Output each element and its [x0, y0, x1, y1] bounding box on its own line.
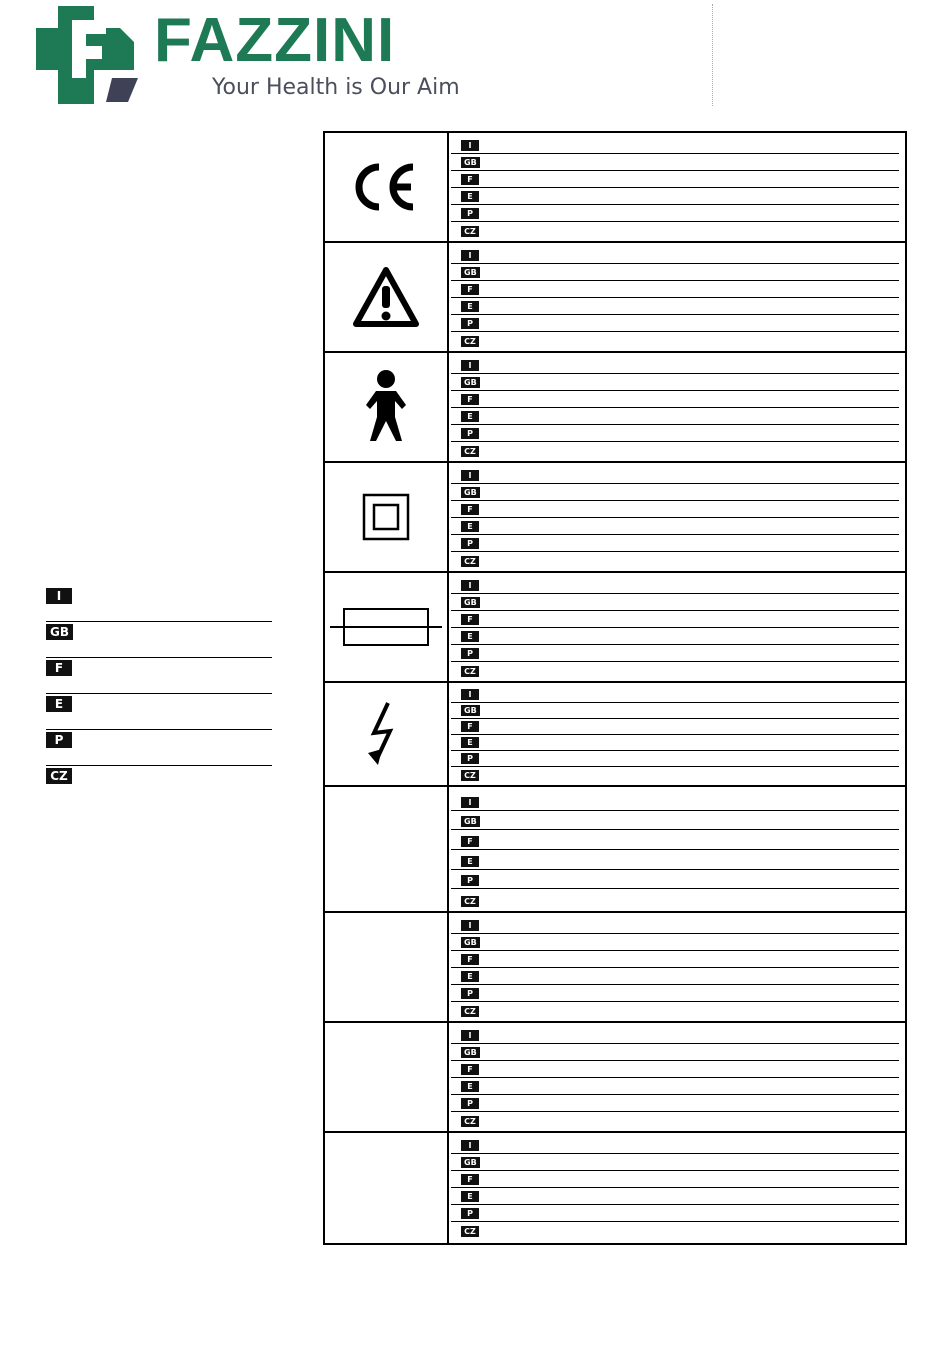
language-badge: GB: [461, 705, 480, 716]
language-badge: GB: [461, 1157, 480, 1168]
language-row: [451, 735, 899, 751]
language-badge: P: [461, 1098, 479, 1109]
language-row: [451, 552, 899, 569]
language-row: [451, 484, 899, 501]
language-badge: CZ: [461, 336, 479, 347]
language-badge: F: [461, 954, 479, 965]
language-row: [451, 850, 899, 870]
language-badge: E: [461, 856, 479, 867]
language-badge: E: [46, 696, 72, 712]
language-row: [451, 205, 899, 222]
legend-row: [46, 694, 272, 730]
symbol-section: [325, 1133, 905, 1243]
language-badge: F: [461, 1064, 479, 1075]
symbol-cell: [325, 683, 449, 785]
language-badge: I: [461, 920, 479, 931]
symbol-cell: [325, 243, 449, 351]
language-badge: F: [461, 836, 479, 847]
language-rows: [451, 1027, 899, 1129]
language-badge: E: [461, 191, 479, 202]
language-row: [451, 1027, 899, 1044]
language-badge: I: [461, 1030, 479, 1041]
language-badge: CZ: [461, 666, 479, 677]
language-badge: GB: [461, 816, 480, 827]
language-row: [451, 719, 899, 735]
language-badge: E: [461, 521, 479, 532]
language-badge: CZ: [461, 770, 479, 781]
language-row: [451, 1205, 899, 1222]
language-badge: F: [461, 284, 479, 295]
symbol-section: [325, 463, 905, 573]
symbol-section: [325, 243, 905, 353]
language-badge: I: [461, 1140, 479, 1151]
symbol-section: [325, 1023, 905, 1133]
symbol-cell: [325, 787, 449, 911]
language-row: [451, 917, 899, 934]
symbol-section: [325, 913, 905, 1023]
language-badge: GB: [461, 487, 480, 498]
language-row: [451, 703, 899, 719]
language-badge: E: [461, 1191, 479, 1202]
language-badge: E: [461, 631, 479, 642]
language-legend: [46, 586, 272, 801]
language-row: [451, 1171, 899, 1188]
language-row: [451, 264, 899, 281]
language-badge: E: [461, 1081, 479, 1092]
language-row: [451, 501, 899, 518]
language-badge: I: [461, 140, 479, 151]
language-badge: CZ: [46, 768, 72, 784]
language-row: [451, 577, 899, 594]
symbol-section: [325, 683, 905, 787]
legend-row: [46, 622, 272, 658]
language-row: [451, 1078, 899, 1095]
language-badge: E: [461, 411, 479, 422]
language-row: [451, 870, 899, 890]
language-badge: GB: [461, 1047, 480, 1058]
language-badge: CZ: [461, 556, 479, 567]
language-row: [451, 968, 899, 985]
symbol-cell: [325, 1023, 449, 1131]
language-row: [451, 535, 899, 552]
language-badge: F: [461, 614, 479, 625]
language-badge: GB: [461, 937, 480, 948]
language-row: [451, 1188, 899, 1205]
language-badge: GB: [461, 157, 480, 168]
symbol-section: [325, 787, 905, 913]
symbol-cell: [325, 353, 449, 461]
language-row: [451, 611, 899, 628]
language-row: [451, 767, 899, 783]
language-rows: [451, 577, 899, 679]
language-row: [451, 442, 899, 459]
language-badge: P: [461, 208, 479, 219]
language-row: [451, 594, 899, 611]
language-row: [451, 662, 899, 679]
language-row: [451, 518, 899, 535]
symbol-table: [323, 131, 907, 1245]
language-row: [451, 1137, 899, 1154]
language-row: [451, 154, 899, 171]
language-badge: E: [461, 971, 479, 982]
language-badge: F: [461, 1174, 479, 1185]
language-badge: GB: [461, 267, 480, 278]
language-row: [451, 391, 899, 408]
brand-name: FAZZINI: [154, 6, 396, 75]
language-row: [451, 374, 899, 391]
legend-row: [46, 766, 272, 801]
language-rows: [451, 687, 899, 783]
language-row: [451, 425, 899, 442]
header-divider: [712, 4, 713, 106]
language-rows: [451, 1137, 899, 1241]
brand-tagline: Your Health is Our Aim: [212, 75, 460, 100]
language-row: [451, 357, 899, 374]
language-badge: I: [461, 797, 479, 808]
language-row: [451, 811, 899, 831]
language-badge: I: [461, 689, 479, 700]
language-badge: F: [46, 660, 72, 676]
language-row: [451, 1044, 899, 1061]
language-row: [451, 188, 899, 205]
language-row: [451, 830, 899, 850]
language-badge: P: [461, 538, 479, 549]
language-rows: [451, 917, 899, 1019]
language-row: [451, 934, 899, 951]
language-rows: [451, 791, 899, 909]
language-row: [451, 951, 899, 968]
language-badge: I: [46, 588, 72, 604]
language-rows: [451, 247, 899, 349]
language-row: [451, 1061, 899, 1078]
language-badge: F: [461, 174, 479, 185]
language-row: [451, 1002, 899, 1019]
language-badge: CZ: [461, 226, 479, 237]
language-row: [451, 687, 899, 703]
symbol-cell: [325, 913, 449, 1021]
language-row: [451, 408, 899, 425]
language-badge: F: [461, 394, 479, 405]
language-row: [451, 137, 899, 154]
symbol-cell: [325, 573, 449, 681]
language-badge: I: [461, 250, 479, 261]
language-row: [451, 889, 899, 909]
language-badge: CZ: [461, 896, 479, 907]
symbol-section: [325, 573, 905, 683]
language-row: [451, 281, 899, 298]
language-badge: CZ: [461, 1116, 479, 1127]
language-badge: F: [461, 721, 479, 732]
language-row: [451, 645, 899, 662]
language-badge: P: [46, 732, 72, 748]
language-row: [451, 985, 899, 1002]
language-rows: [451, 357, 899, 459]
symbol-cell: [325, 1133, 449, 1243]
symbol-section: [325, 353, 905, 463]
language-badge: P: [461, 1208, 479, 1219]
language-row: [451, 1095, 899, 1112]
symbol-cell: [325, 463, 449, 571]
legend-row: [46, 730, 272, 766]
language-row: [451, 298, 899, 315]
language-badge: P: [461, 318, 479, 329]
language-row: [451, 1112, 899, 1129]
language-row: [451, 751, 899, 767]
language-row: [451, 247, 899, 264]
language-row: [451, 467, 899, 484]
language-badge: P: [461, 988, 479, 999]
language-badge: CZ: [461, 1006, 479, 1017]
legend-row: [46, 586, 272, 622]
symbol-cell: [325, 133, 449, 241]
language-badge: CZ: [461, 446, 479, 457]
language-row: [451, 1154, 899, 1171]
language-row: [451, 1222, 899, 1239]
language-badge: E: [461, 737, 479, 748]
language-badge: E: [461, 301, 479, 312]
language-row: [451, 222, 899, 239]
language-row: [451, 315, 899, 332]
language-badge: GB: [46, 624, 73, 640]
language-badge: I: [461, 470, 479, 481]
symbol-section: [325, 133, 905, 243]
language-badge: P: [461, 428, 479, 439]
language-row: [451, 791, 899, 811]
language-rows: [451, 137, 899, 239]
language-rows: [451, 467, 899, 569]
language-badge: F: [461, 504, 479, 515]
language-badge: CZ: [461, 1226, 479, 1237]
language-badge: P: [461, 648, 479, 659]
fazzini-logo-icon: [36, 6, 138, 104]
language-badge: P: [461, 753, 479, 764]
legend-row: [46, 658, 272, 694]
language-badge: GB: [461, 597, 480, 608]
language-row: [451, 332, 899, 349]
language-badge: GB: [461, 377, 480, 388]
language-badge: I: [461, 360, 479, 371]
language-row: [451, 628, 899, 645]
language-row: [451, 171, 899, 188]
language-badge: P: [461, 875, 479, 886]
language-badge: I: [461, 580, 479, 591]
